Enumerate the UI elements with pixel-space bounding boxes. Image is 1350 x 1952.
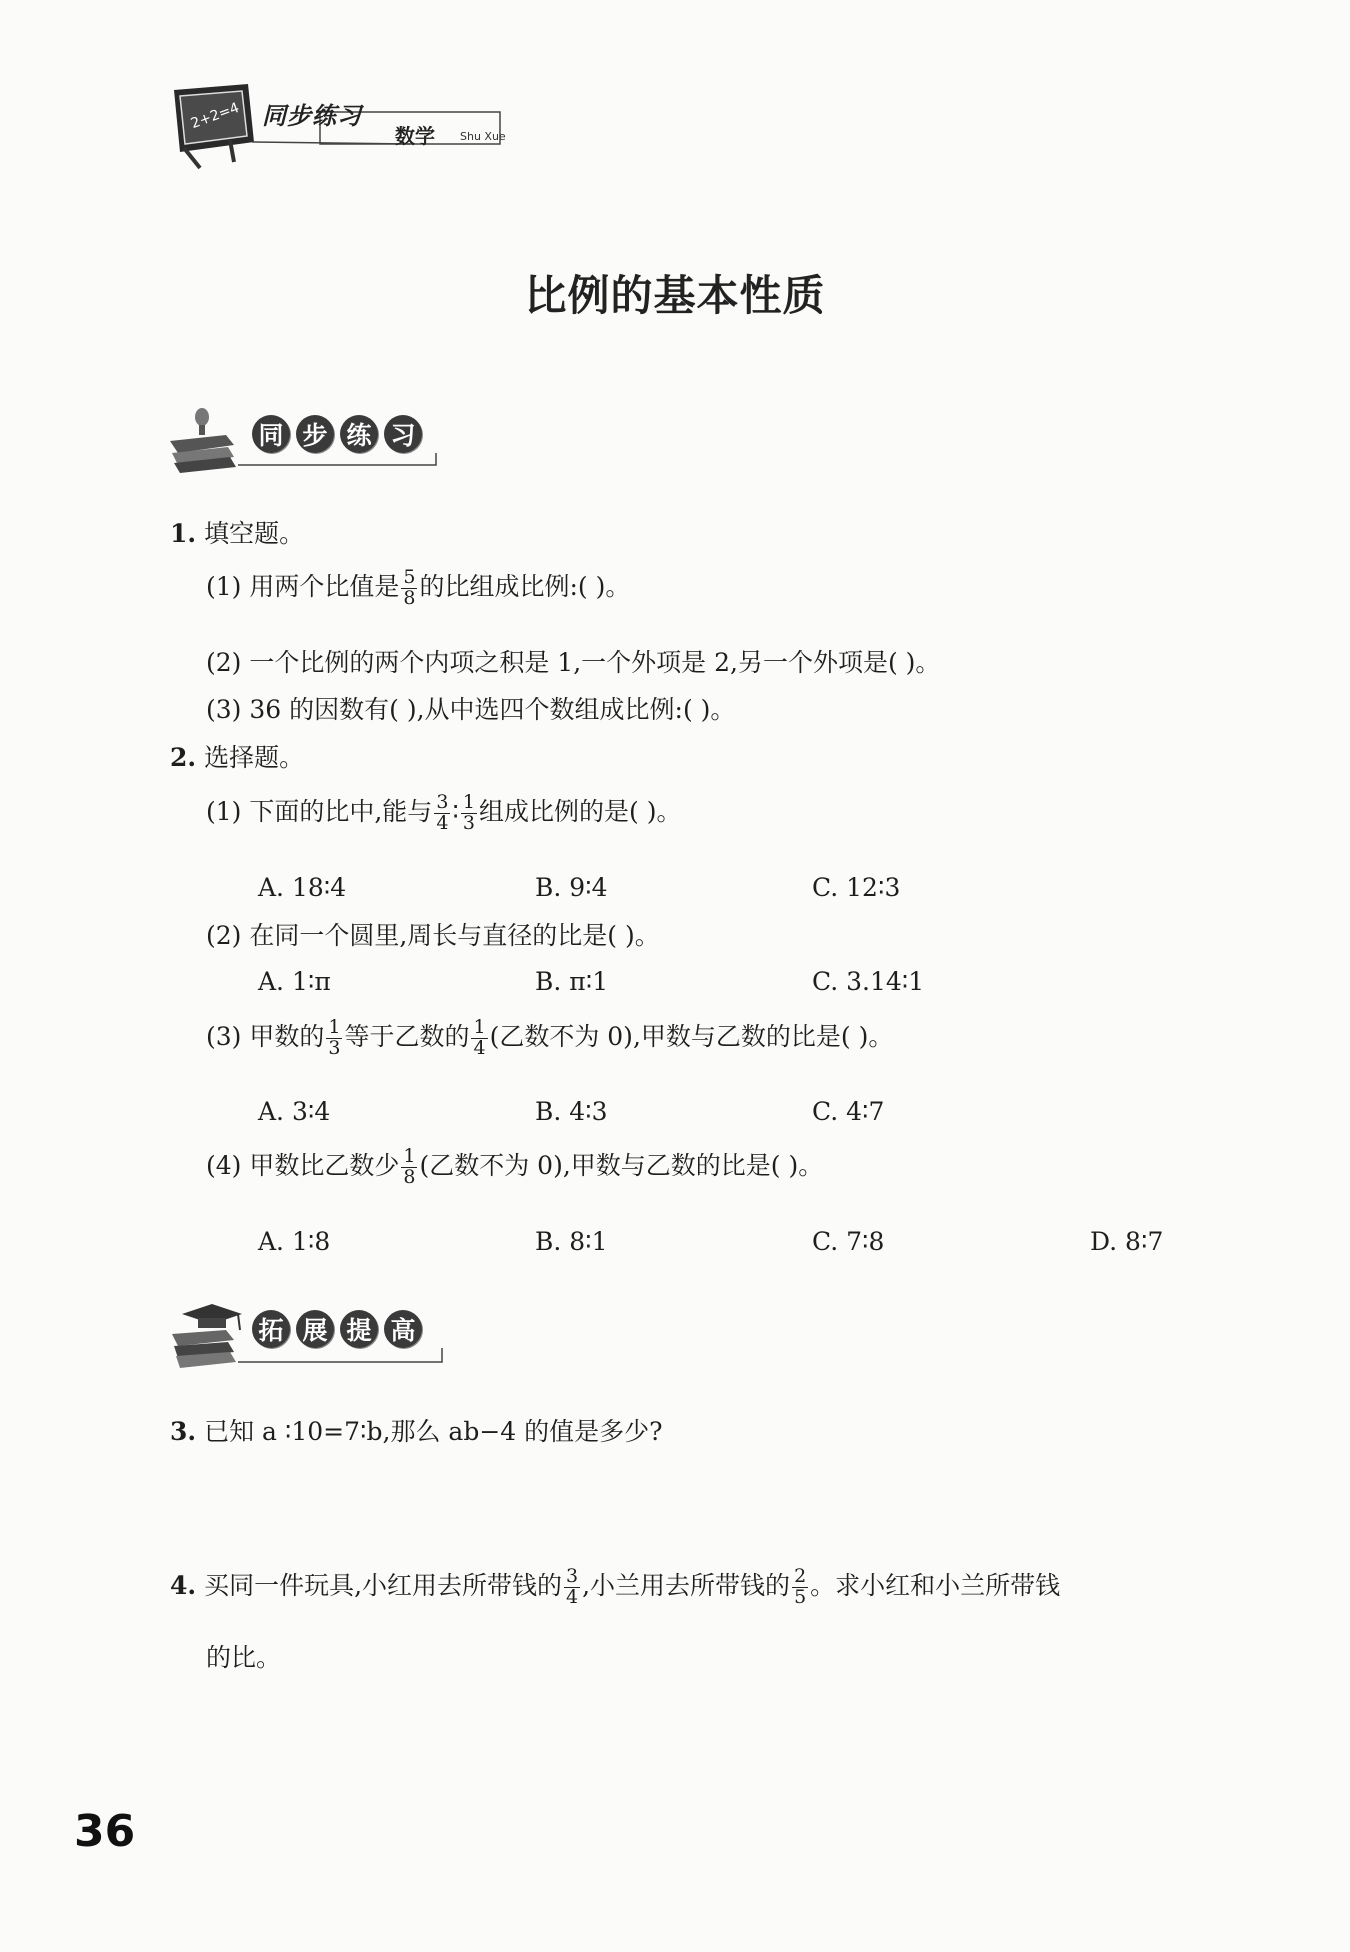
option-b: B. 9∶4 bbox=[535, 873, 608, 902]
fraction bbox=[326, 1018, 342, 1059]
fraction bbox=[434, 793, 450, 834]
text: 等于乙数的 bbox=[344, 1021, 470, 1051]
option-b: B. 8∶1 bbox=[535, 1227, 608, 1256]
question-3 bbox=[170, 1419, 663, 1444]
numerator: 3 bbox=[436, 791, 449, 813]
badge-char: 同 bbox=[252, 415, 290, 453]
question-2 bbox=[170, 745, 304, 770]
denominator: 4 bbox=[473, 1036, 486, 1059]
text: 买同一件玩具,小红用去所带钱的 bbox=[204, 1570, 563, 1600]
option-b: B. π∶1 bbox=[535, 967, 609, 996]
text: 的比组成比例:( )。 bbox=[419, 571, 631, 601]
denominator: 4 bbox=[436, 811, 449, 834]
denominator: 5 bbox=[794, 1585, 807, 1608]
numerator: 2 bbox=[794, 1565, 807, 1587]
option-a: A. 1∶8 bbox=[258, 1227, 331, 1256]
section-banner-practice bbox=[168, 405, 468, 475]
page-title: 比例的基本性质 bbox=[524, 271, 826, 320]
denominator: 8 bbox=[403, 586, 416, 609]
text: ,小兰用去所带钱的 bbox=[582, 1570, 791, 1600]
numerator: 1 bbox=[328, 1016, 341, 1038]
question-stem: 选择题。 bbox=[204, 743, 305, 772]
badge-char: 步 bbox=[296, 415, 334, 453]
numerator: 1 bbox=[403, 1145, 416, 1167]
q2-part-2: (2) 在同一个圆里,周长与直径的比是( )。 bbox=[206, 921, 660, 950]
subject-pinyin: Shu Xue bbox=[460, 130, 506, 143]
subject-name: 数学 bbox=[395, 124, 435, 148]
text: 组成比例的是( )。 bbox=[479, 796, 682, 826]
text: (3) 甲数的 bbox=[206, 1021, 325, 1051]
option-c: C. 7∶8 bbox=[812, 1227, 885, 1256]
text: (4) 甲数比乙数少 bbox=[206, 1150, 400, 1180]
fraction bbox=[564, 1567, 580, 1608]
option-b: B. 4∶3 bbox=[535, 1097, 608, 1126]
q1-part-1 bbox=[206, 568, 630, 609]
denominator: 3 bbox=[328, 1036, 341, 1059]
option-c: C. 4∶7 bbox=[812, 1097, 885, 1126]
denominator: 8 bbox=[403, 1165, 416, 1188]
text: (1) 用两个比值是 bbox=[206, 571, 400, 601]
badge-char: 习 bbox=[384, 415, 422, 453]
text: (1) 下面的比中,能与 bbox=[206, 796, 433, 826]
text: (乙数不为 0),甲数与乙数的比是( )。 bbox=[489, 1021, 894, 1051]
q1-part-3: (3) 36 的因数有( ),从中选四个数组成比例:( )。 bbox=[206, 695, 736, 724]
numerator: 5 bbox=[403, 566, 416, 588]
question-number: 1. bbox=[170, 519, 197, 548]
text: (乙数不为 0),甲数与乙数的比是( )。 bbox=[419, 1150, 824, 1180]
ratio-colon: ∶ bbox=[452, 796, 459, 826]
badge-char: 提 bbox=[340, 1310, 378, 1348]
question-number: 2. bbox=[170, 743, 197, 772]
question-number: 3. bbox=[170, 1417, 197, 1446]
q2-part-1 bbox=[206, 793, 681, 834]
option-a: A. 18∶4 bbox=[258, 873, 347, 902]
q2-part-3 bbox=[206, 1018, 893, 1059]
fraction bbox=[401, 1147, 417, 1188]
series-name: 同步练习 bbox=[262, 102, 362, 130]
fraction bbox=[792, 1567, 808, 1608]
question-4-line-2: 的比。 bbox=[206, 1643, 282, 1672]
q1-part-2: (2) 一个比例的两个内项之积是 1,一个外项是 2,另一个外项是( )。 bbox=[206, 648, 941, 677]
option-d: D. 8∶7 bbox=[1090, 1227, 1164, 1256]
question-text: 已知 a ∶10=7∶b,那么 ab−4 的值是多少? bbox=[204, 1417, 663, 1446]
badge-char: 练 bbox=[340, 415, 378, 453]
option-c: C. 12∶3 bbox=[812, 873, 901, 902]
series-header bbox=[170, 82, 530, 172]
badge-char: 高 bbox=[384, 1310, 422, 1348]
text: 。求小红和小兰所带钱 bbox=[810, 1570, 1061, 1600]
option-c: C. 3.14∶1 bbox=[812, 967, 925, 996]
q2-part-4 bbox=[206, 1147, 823, 1188]
question-4 bbox=[170, 1567, 1060, 1608]
option-a: A. 1∶π bbox=[258, 967, 331, 996]
denominator: 3 bbox=[462, 811, 476, 834]
question-stem: 填空题。 bbox=[204, 519, 305, 548]
option-a: A. 3∶4 bbox=[258, 1097, 331, 1126]
badge-char: 展 bbox=[296, 1310, 334, 1348]
section-banner-extension bbox=[168, 1300, 468, 1370]
page-number: 36 bbox=[74, 1806, 136, 1857]
question-number: 4. bbox=[170, 1570, 197, 1600]
fraction bbox=[471, 1018, 487, 1059]
fraction bbox=[461, 793, 477, 834]
numerator: 3 bbox=[566, 1565, 579, 1587]
badge-char: 拓 bbox=[252, 1310, 290, 1348]
fraction bbox=[401, 568, 417, 609]
denominator: 4 bbox=[566, 1585, 579, 1608]
numerator: 1 bbox=[473, 1016, 486, 1038]
question-1 bbox=[170, 521, 304, 546]
board-equation: 2+2=4 bbox=[188, 99, 242, 133]
numerator: 1 bbox=[462, 791, 476, 813]
